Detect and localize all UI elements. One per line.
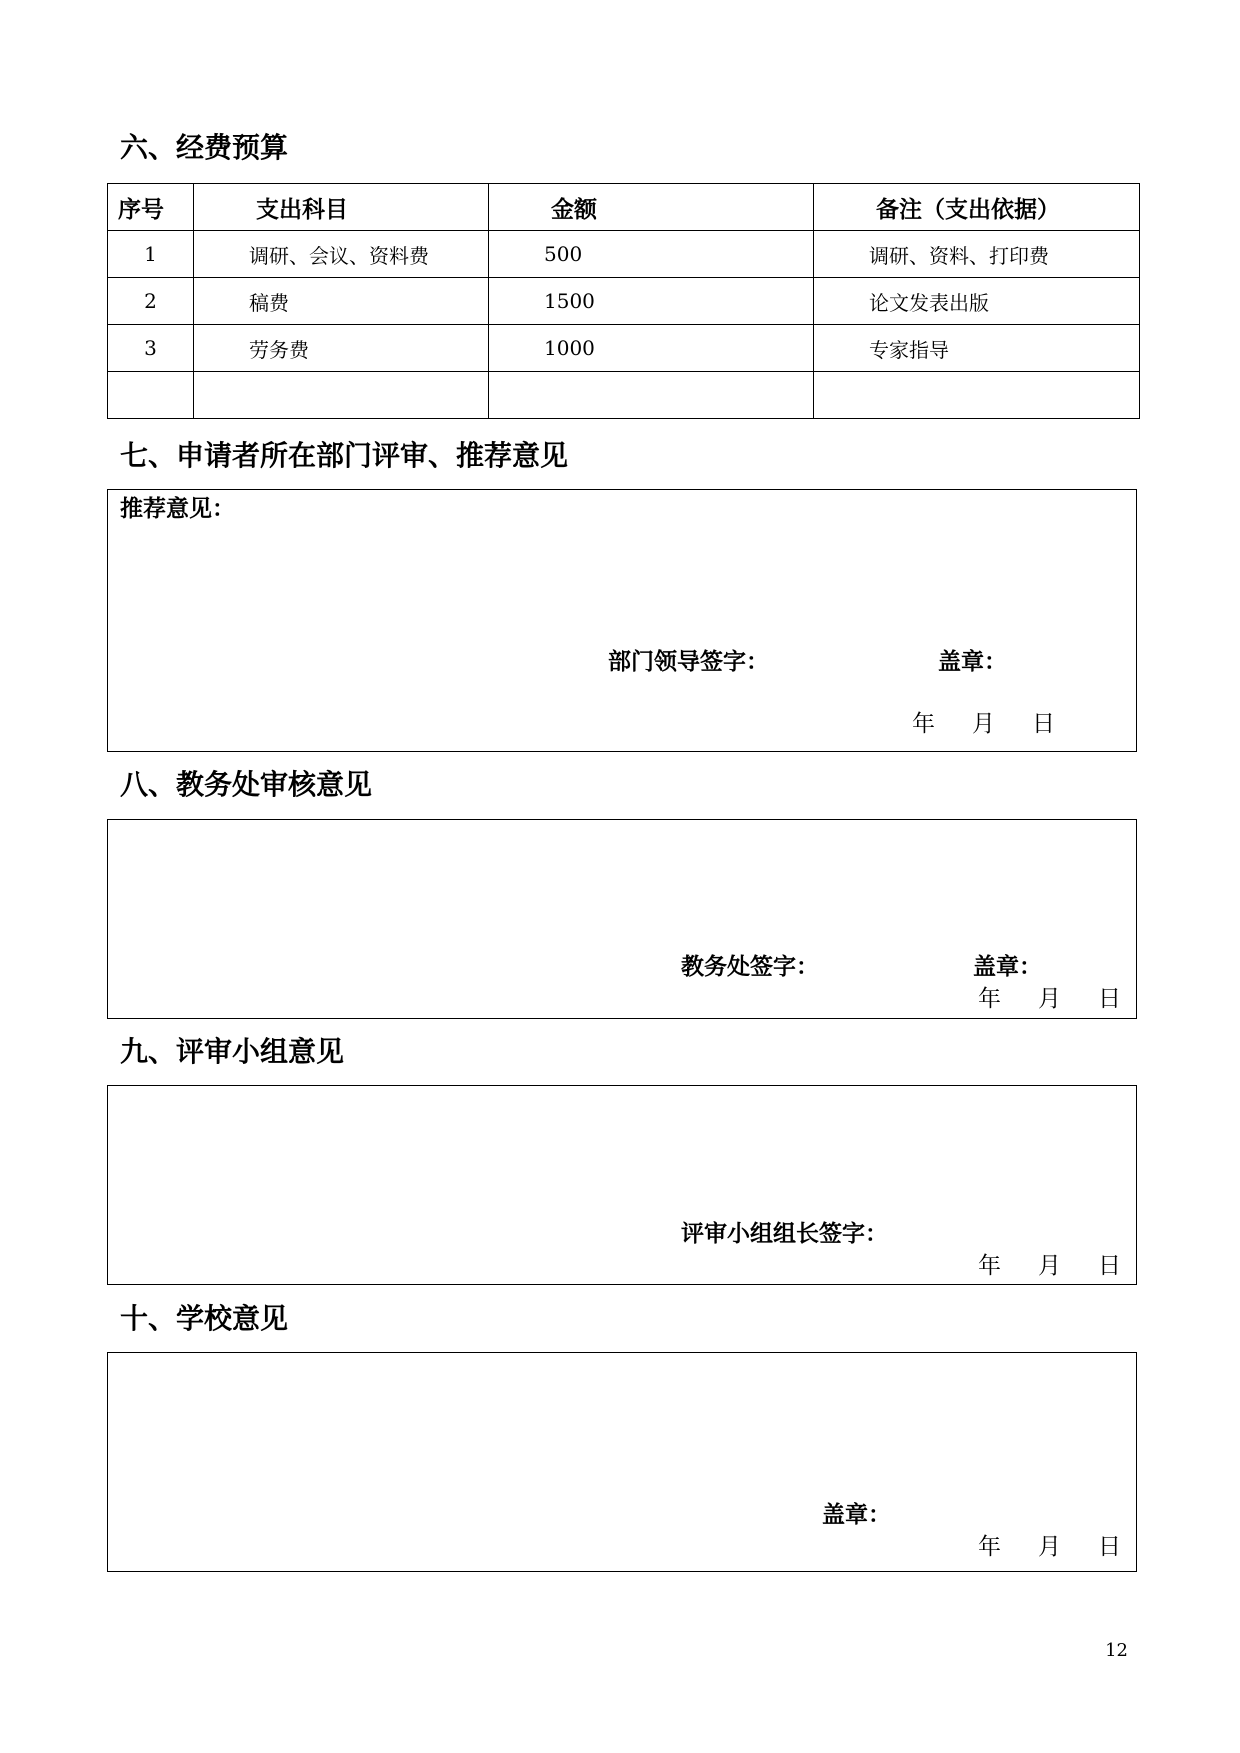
recommendation-label: 推荐意见： [120, 496, 235, 522]
cell-no: 2 [108, 278, 194, 325]
cell-amount: 500 [489, 231, 814, 278]
table-row [108, 278, 1140, 325]
cell-subject: 调研、会议、资料费 [194, 231, 489, 278]
cell-note: 调研、资料、打印费 [814, 231, 1140, 278]
table-row-empty [108, 372, 1140, 419]
cell-subject: 劳务费 [194, 325, 489, 372]
month-label: 月 [1038, 986, 1061, 1012]
department-seal-label: 盖章： [938, 649, 1007, 675]
review-panel-signature-label: 评审小组组长签字： [681, 1221, 888, 1247]
month-label: 月 [1038, 1253, 1061, 1279]
academic-affairs-seal-label: 盖章： [973, 954, 1042, 980]
review-panel-date [978, 1252, 1121, 1280]
day-label: 日 [1098, 1534, 1121, 1560]
budget-table [107, 183, 1140, 419]
day-label: 日 [1032, 711, 1055, 737]
table-row [108, 325, 1140, 372]
cell-amount: 1000 [489, 325, 814, 372]
budget-section-title: 六、经费预算 [120, 131, 289, 164]
school-section-title: 十、学校意见 [120, 1302, 289, 1335]
academic-affairs-date [978, 985, 1121, 1013]
header-note: 备注（支出依据） [814, 184, 1140, 231]
cell-subject: 稿费 [194, 278, 489, 325]
cell-empty [108, 372, 194, 419]
school-date [978, 1533, 1121, 1561]
department-section-title: 七、申请者所在部门评审、推荐意见 [120, 439, 569, 472]
budget-header-row [108, 184, 1140, 231]
month-label: 月 [1038, 1534, 1061, 1560]
cell-amount: 1500 [489, 278, 814, 325]
review-panel-section-title: 九、评审小组意见 [120, 1035, 345, 1068]
department-signature-label: 部门领导签字： [608, 649, 769, 675]
day-label: 日 [1098, 1253, 1121, 1279]
page-number: 12 [1105, 1640, 1128, 1661]
school-seal-label: 盖章： [822, 1502, 891, 1528]
year-label: 年 [978, 1534, 1001, 1560]
department-date [912, 710, 1055, 738]
cell-empty [489, 372, 814, 419]
cell-note: 专家指导 [814, 325, 1140, 372]
academic-affairs-opinion-box [107, 819, 1137, 1019]
department-opinion-box [107, 489, 1137, 752]
header-subject: 支出科目 [194, 184, 489, 231]
school-opinion-box [107, 1352, 1137, 1572]
cell-empty [194, 372, 489, 419]
academic-affairs-section-title: 八、教务处审核意见 [120, 768, 373, 801]
month-label: 月 [972, 711, 995, 737]
cell-no: 3 [108, 325, 194, 372]
day-label: 日 [1098, 986, 1121, 1012]
year-label: 年 [978, 986, 1001, 1012]
cell-no: 1 [108, 231, 194, 278]
cell-empty [814, 372, 1140, 419]
header-amount: 金额 [489, 184, 814, 231]
review-panel-opinion-box [107, 1085, 1137, 1285]
cell-note: 论文发表出版 [814, 278, 1140, 325]
year-label: 年 [912, 711, 935, 737]
table-row [108, 231, 1140, 278]
year-label: 年 [978, 1253, 1001, 1279]
header-no: 序号 [108, 184, 194, 231]
academic-affairs-signature-label: 教务处签字： [681, 954, 819, 980]
